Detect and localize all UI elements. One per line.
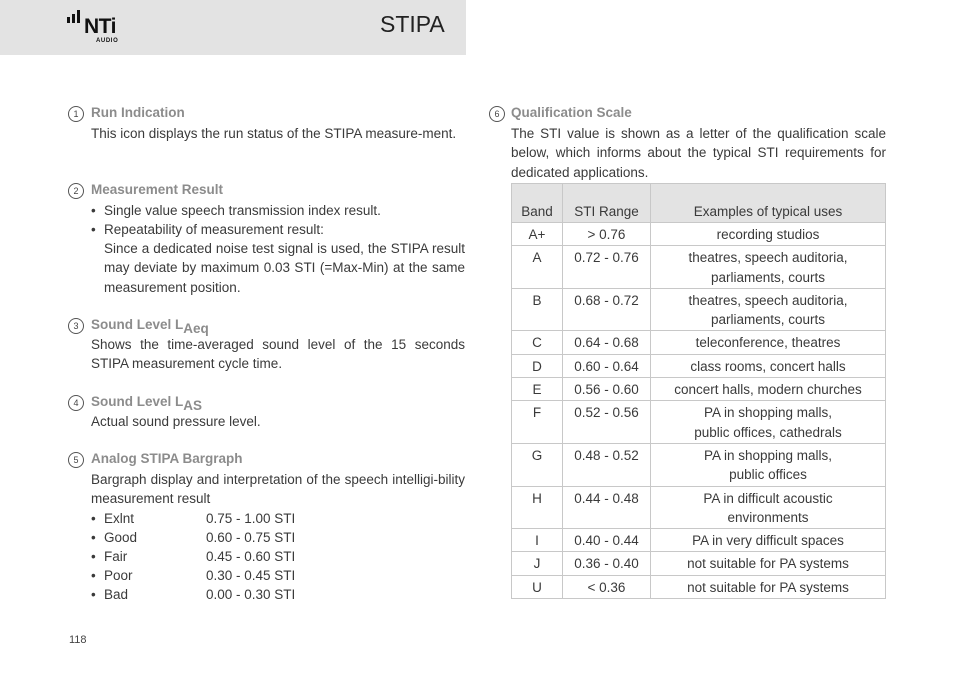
table-row xyxy=(512,223,886,246)
section-title-measurement-result: Measurement Result xyxy=(91,182,224,197)
level-range: 0.60 - 0.75 STI xyxy=(206,530,296,545)
range-cell: 0.56 - 0.60 xyxy=(563,378,651,401)
level-range: 0.45 - 0.60 STI xyxy=(206,549,296,564)
bullet-text: Single value speech transmission index result. xyxy=(104,203,381,218)
use-cell: concert halls, modern churches xyxy=(651,378,886,401)
use-cell: theatres, speech auditoria, parliaments, courts xyxy=(651,288,886,331)
table-row xyxy=(512,529,886,552)
use-cell: teleconference, theatres xyxy=(651,331,886,354)
section-title-qualification-scale: Qualification Scale xyxy=(511,105,632,120)
level-label: Fair xyxy=(104,549,128,564)
band-cell: U xyxy=(512,575,563,598)
use-cell: PA in difficult acoustic environments xyxy=(651,486,886,529)
range-cell: > 0.76 xyxy=(563,223,651,246)
band-cell: B xyxy=(512,288,563,331)
table-row xyxy=(512,575,886,598)
table-header-row xyxy=(512,184,886,223)
band-cell: A+ xyxy=(512,223,563,246)
section-number-4: 4 xyxy=(68,395,84,411)
range-cell: 0.44 - 0.48 xyxy=(563,486,651,529)
use-cell: PA in shopping malls, public offices, cathedrals xyxy=(651,401,886,444)
section-number-6: 6 xyxy=(489,106,505,122)
table-row xyxy=(512,443,886,486)
nti-audio-logo xyxy=(67,15,137,44)
level-label: Exlnt xyxy=(104,511,135,526)
range-cell: < 0.36 xyxy=(563,575,651,598)
table-row xyxy=(512,378,886,401)
section-title-sound-level-laeq: Sound Level $L_{Aeq}$ xyxy=(91,317,209,336)
band-cell: G xyxy=(512,443,563,486)
band-cell: C xyxy=(512,331,563,354)
logo-subtext: AUDIO xyxy=(96,38,119,44)
bullet-text: Repeatability of measurement result: xyxy=(104,222,324,237)
band-cell: I xyxy=(512,529,563,552)
table-row xyxy=(512,354,886,377)
band-cell: J xyxy=(512,552,563,575)
range-cell: 0.40 - 0.44 xyxy=(563,529,651,552)
table-row xyxy=(512,288,886,331)
qualification-scale-table xyxy=(511,183,886,599)
range-cell: 0.68 - 0.72 xyxy=(563,288,651,331)
section-title-sound-level-las: Sound Level $L_{AS}$ xyxy=(91,394,203,413)
use-cell: PA in shopping malls, public offices xyxy=(651,443,886,486)
section-number-3: 3 xyxy=(68,318,84,334)
band-cell: E xyxy=(512,378,563,401)
band-cell: F xyxy=(512,401,563,444)
page-header xyxy=(0,0,466,55)
section-text-run-indication: This icon displays the run status of the STIPA measure-ment. xyxy=(91,126,457,141)
section-text-sound-level-laeq: Shows the time-averaged sound level of the 15 seconds STIPA measurement cycle time. xyxy=(91,337,465,372)
logo-text: NTi xyxy=(84,15,116,38)
level-label: Poor xyxy=(104,568,133,583)
section-number-1: 1 xyxy=(68,106,84,122)
use-cell: PA in very difficult spaces xyxy=(651,529,886,552)
band-cell: A xyxy=(512,246,563,289)
level-label: Good xyxy=(104,530,138,545)
section-title-run-indication: Run Indication xyxy=(91,105,185,120)
use-cell: not suitable for PA systems xyxy=(651,575,886,598)
range-cell: 0.64 - 0.68 xyxy=(563,331,651,354)
range-cell: 0.48 - 0.52 xyxy=(563,443,651,486)
use-cell: class rooms, concert halls xyxy=(651,354,886,377)
table-row xyxy=(512,552,886,575)
use-cell: recording studios xyxy=(651,223,886,246)
level-range: 0.30 - 0.45 STI xyxy=(206,568,296,583)
section-title-analog-stipa-bargraph: Analog STIPA Bargraph xyxy=(91,451,243,466)
section-text-qualification-scale: The STI value is shown as a letter of the qualification scale below, which informs about the typical STI requirements for dedicated applications. xyxy=(511,126,886,180)
range-cell: 0.60 - 0.64 xyxy=(563,354,651,377)
use-cell: not suitable for PA systems xyxy=(651,552,886,575)
use-cell: theatres, speech auditoria, parliaments, courts xyxy=(651,246,886,289)
section-text-analog-stipa-bargraph: Bargraph display and interpretation of the speech intelligi-bility measurement result xyxy=(91,472,465,507)
section-number-5: 5 xyxy=(68,452,84,468)
page-title: STIPA xyxy=(380,11,445,37)
table-row xyxy=(512,486,886,529)
range-cell: 0.52 - 0.56 xyxy=(563,401,651,444)
column-header-sti-range: STI Range xyxy=(563,184,651,223)
section-number-2: 2 xyxy=(68,183,84,199)
range-cell: 0.72 - 0.76 xyxy=(563,246,651,289)
table-row xyxy=(512,331,886,354)
level-label: Bad xyxy=(104,587,129,602)
section-text-sound-level-las: Actual sound pressure level. xyxy=(91,414,261,429)
band-cell: H xyxy=(512,486,563,529)
table-row xyxy=(512,401,886,444)
bullet-detail-text: Since a dedicated noise test signal is used, the STIPA result may deviate by maximum 0.03 STI (=Max-Min) at the same measurement position. xyxy=(104,241,465,295)
column-header-band: Band xyxy=(512,184,563,223)
range-cell: 0.36 - 0.40 xyxy=(563,552,651,575)
band-cell: D xyxy=(512,354,563,377)
table-row xyxy=(512,246,886,289)
level-range: 0.00 - 0.30 STI xyxy=(206,587,296,602)
level-range: 0.75 - 1.00 STI xyxy=(206,511,296,526)
column-header-examples: Examples of typical uses xyxy=(651,184,886,223)
page-number: 118 xyxy=(69,634,87,646)
